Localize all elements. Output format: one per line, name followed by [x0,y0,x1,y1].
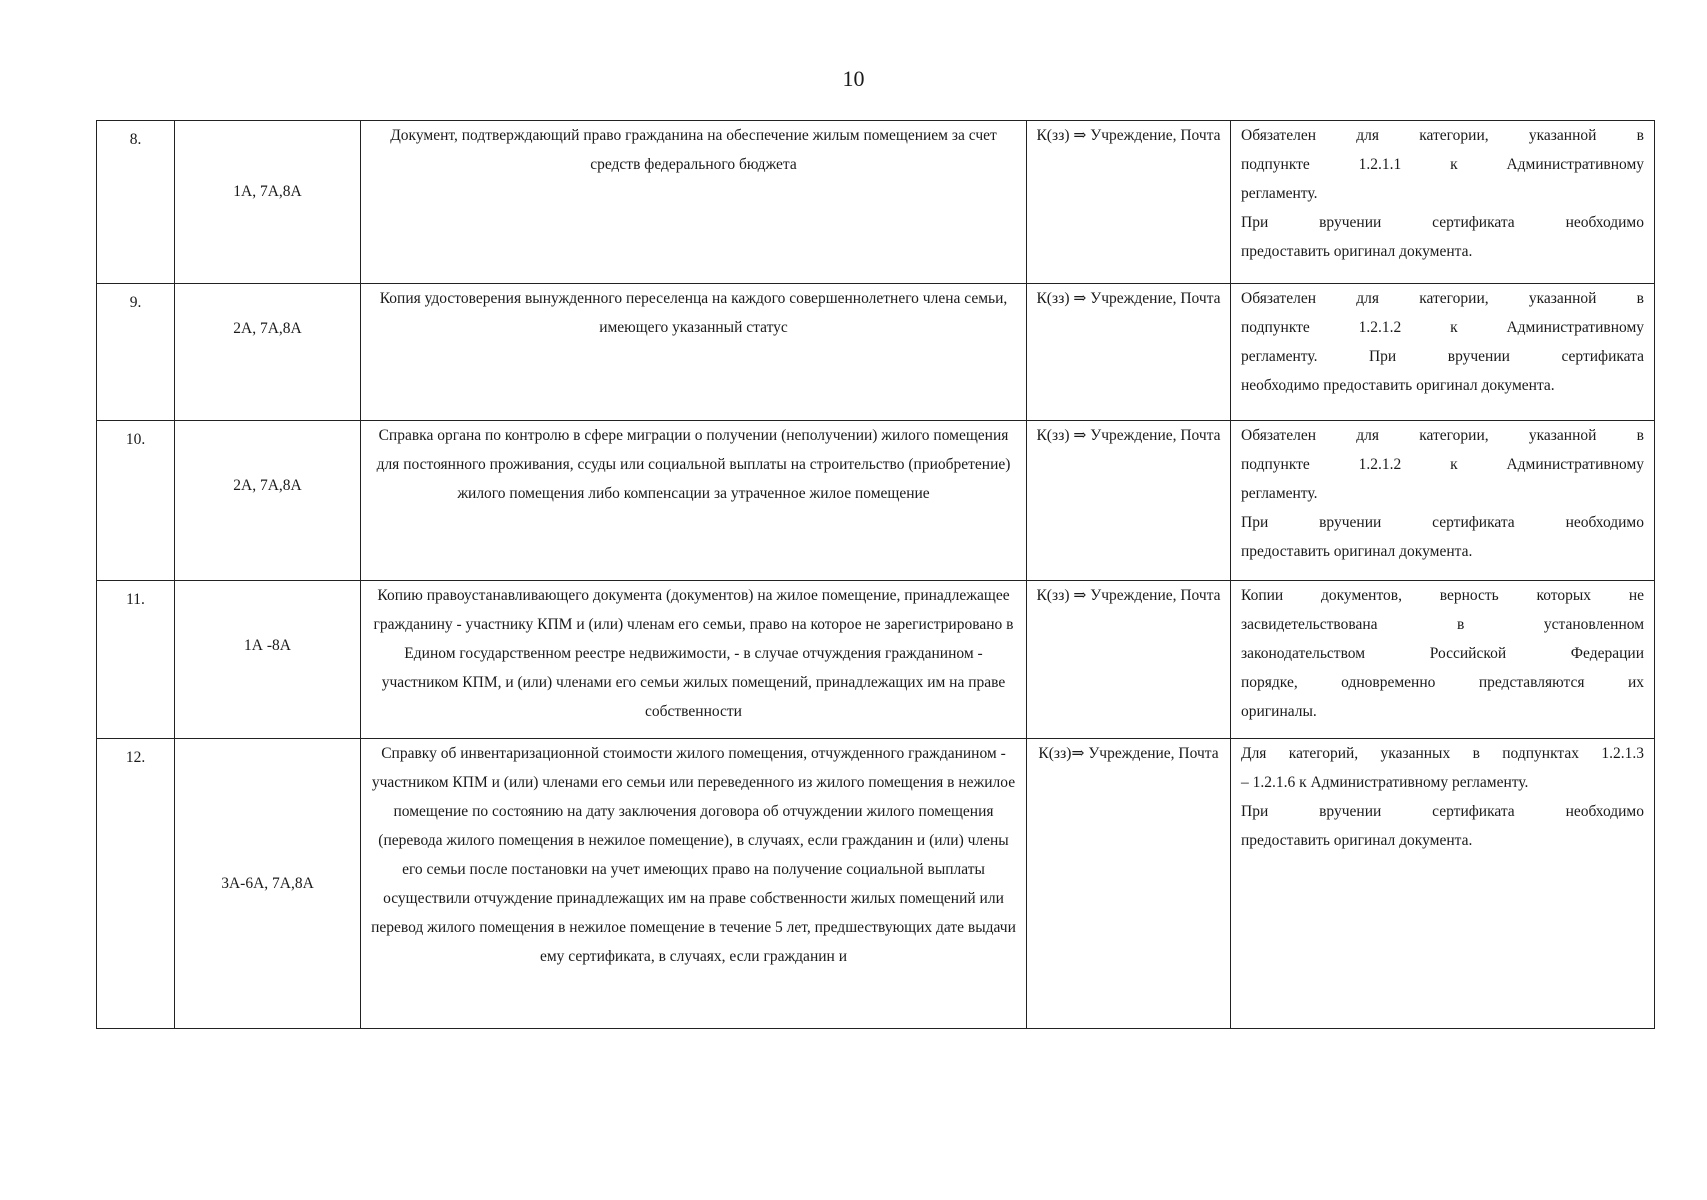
note-line: подпункте 1.2.1.2 к Административному [1241,319,1644,336]
note-line: Для категорий, указанных в подпунктах 1.2.1.3 [1241,745,1644,762]
row-number: 11. [97,581,175,739]
note-line: порядке, одновременно представляются их [1241,674,1644,691]
row-note [1231,121,1655,284]
row-categories: 3А-6А, 7А,8А [175,739,361,1029]
note-line: предоставить оригинал документа. [1241,543,1473,560]
row-description: Копия удостоверения вынужденного переселенца на каждого совершеннолетнего члена семьи, имеющего указанный статус [361,284,1027,421]
row-note [1231,739,1655,1029]
note-line: Обязателен для категории, указанной в [1241,427,1644,444]
documents-table [96,120,1655,1029]
row-description: Копию правоустанавливающего документа (документов) на жилое помещение, принадлежащее гражданину - участнику КПМ и (или) членам его семьи, право на которое не зарегистрировано в Едином государственном реестре недвижимости, - в случае отчуждения гражданином - участником КПМ, и (или) членами его семьи жилых помещений, принадлежащих им на праве собственности [361,581,1027,739]
row-number: 8. [97,121,175,284]
row-route: К(зз) ⇒ Учреждение, Почта [1027,284,1231,421]
row-note [1231,284,1655,421]
note-line: При вручении сертификата необходимо [1241,214,1644,231]
row-number: 10. [97,421,175,581]
row-number: 12. [97,739,175,1029]
table-row [97,284,1655,421]
row-note [1231,581,1655,739]
note-line: предоставить оригинал документа. [1241,832,1473,849]
row-description: Справку об инвентаризационной стоимости жилого помещения, отчужденного гражданином - участником КПМ и (или) членами его семьи или переведенного из жилого помещения в нежилое помещение по состоянию на дату заключения договора об отчуждении жилого помещения (перевода жилого помещения в нежилое помещение), в случаях, если гражданин и (или) члены его семьи после постановки на учет имеющих право на получение социальной выплаты осуществили отчуждение принадлежащих им на праве собственности жилых помещений или перевод жилого помещения в нежилое помещение в течение 5 лет, предшествующих дате выдачи ему сертификата, в случаях, если гражданин и [361,739,1027,1029]
note-line: необходимо предоставить оригинал документа. [1241,377,1555,394]
row-categories: 1А, 7А,8А [175,121,361,284]
note-line: подпункте 1.2.1.2 к Административному [1241,456,1644,473]
note-line: оригиналы. [1241,703,1317,720]
row-categories: 1А -8А [175,581,361,739]
note-line: Обязателен для категории, указанной в [1241,127,1644,144]
row-categories: 2А, 7А,8А [175,284,361,421]
row-route: К(зз)⇒ Учреждение, Почта [1027,739,1231,1029]
table-row [97,581,1655,739]
row-route: К(зз) ⇒ Учреждение, Почта [1027,121,1231,284]
row-route: К(зз) ⇒ Учреждение, Почта [1027,581,1231,739]
note-line: регламенту. [1241,185,1318,202]
table-row [97,739,1655,1029]
note-line: При вручении сертификата необходимо [1241,803,1644,820]
note-line: – 1.2.1.6 к Административному регламенту. [1241,774,1529,791]
note-line: предоставить оригинал документа. [1241,243,1473,260]
note-line: Копии документов, верность которых не [1241,587,1644,604]
note-line: регламенту. При вручении сертификата [1241,348,1644,365]
note-line: регламенту. [1241,485,1318,502]
row-note [1231,421,1655,581]
row-description: Документ, подтверждающий право гражданина на обеспечение жилым помещением за счет средств федерального бюджета [361,121,1027,284]
note-line: подпункте 1.2.1.1 к Административному [1241,156,1644,173]
table-row [97,421,1655,581]
row-categories: 2А, 7А,8А [175,421,361,581]
note-line: При вручении сертификата необходимо [1241,514,1644,531]
row-description: Справка органа по контролю в сфере миграции о получении (неполучении) жилого помещения для постоянного проживания, ссуды или социальной выплаты на строительство (приобретение) жилого помещения либо компенсации за утраченное жилое помещение [361,421,1027,581]
row-route: К(зз) ⇒ Учреждение, Почта [1027,421,1231,581]
note-line: Обязателен для категории, указанной в [1241,290,1644,307]
page-number: 10 [842,66,865,91]
note-line: законодательством Российской Федерации [1241,645,1644,662]
row-number: 9. [97,284,175,421]
table-row [97,121,1655,284]
note-line: засвидетельствована в установленном [1241,616,1644,633]
